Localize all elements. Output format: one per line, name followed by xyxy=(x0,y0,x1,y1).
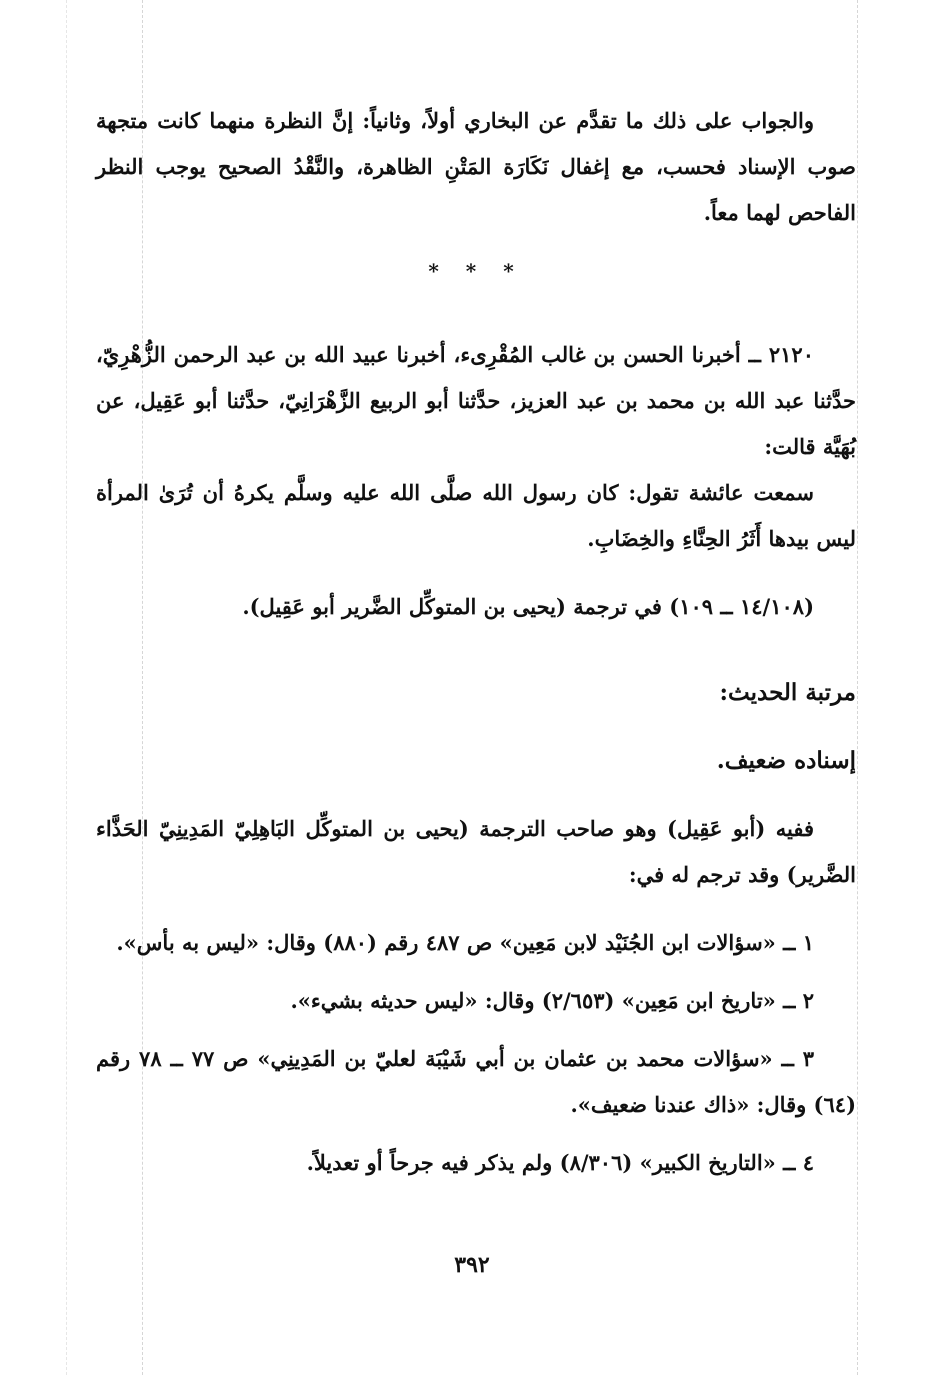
section-separator: * * * xyxy=(428,259,524,283)
grade-value: إسناده ضعيف. xyxy=(716,747,856,774)
grade-heading: مرتبة الحديث: xyxy=(719,679,856,706)
hadith-matn: سمعت عائشة تقول: كان رسول الله صلَّى الله عليه وسلَّم يكرهُ أن تُرَىٰ المرأة ليس بيدها أَثَرُ الحِنَّاءِ والخِضَابِ. xyxy=(96,480,856,551)
page-number: ٣٩٢ xyxy=(454,1252,490,1278)
hadith-isnad: ٢١٢٠ ــ أخبرنا الحسن بن غالب المُقْرِىء، أخبرنا عبيد الله بن عبد الرحمن الزُّهْرِيّ، حدَّثنا عبد الله بن محمد بن عبد العزيز، حدَّثنا أبو الربيع الزَّهْرَانِيّ، حدَّثنا أبو عَقِيل، عن بُهَيَّة قالت: xyxy=(96,342,856,459)
page-body xyxy=(96,98,856,1186)
source-item-3: ٣ ــ «سؤالات محمد بن عثمان بن أبي شَيْبَة لعليّ بن المَدِينِي» ص ٧٧ ــ ٧٨ رقم (٦٤) وقال: «ذاك عندنا ضعيف». xyxy=(96,1046,856,1117)
hadith-reference: (١٤/١٠٨ ــ ١٠٩) في ترجمة (يحيى بن المتوكِّل الضَّرير أبو عَقِيل). xyxy=(242,594,814,619)
explanation-paragraph: ففيه (أبو عَقِيل) وهو صاحب الترجمة (يحيى بن المتوكِّل البَاهِلِيّ المَدِينِيّ الحَذَّاء الضَّرير) وقد ترجم له في: xyxy=(96,816,856,887)
scan-guide-line xyxy=(66,0,67,1375)
source-item-1: ١ ــ «سؤالات ابن الجُنَيْد لابن مَعِين» ص ٤٨٧ رقم (٨٨٠) وقال: «ليس به بأس». xyxy=(116,930,814,955)
source-item-4: ٤ ــ «التاريخ الكبير» (٨/٣٠٦) ولم يذكر فيه جرحاً أو تعديلاً. xyxy=(306,1150,814,1175)
scan-guide-line xyxy=(857,0,858,1375)
intro-paragraph: والجواب على ذلك ما تقدَّم عن البخاري أولاً، وثانياً: إنَّ النظرة منهما كانت متجهة صوب الإسناد فحسب، مع إغفال نَكَارَة المَتْنِ الظاهرة، والنَّقْدُ الصحيح يوجب النظر الفاحص لهما معاً. xyxy=(96,108,856,225)
source-item-2: ٢ ــ «تاريخ ابن مَعِين» (٢/٦٥٣) وقال: «ليس حديثه بشيء». xyxy=(290,988,814,1013)
